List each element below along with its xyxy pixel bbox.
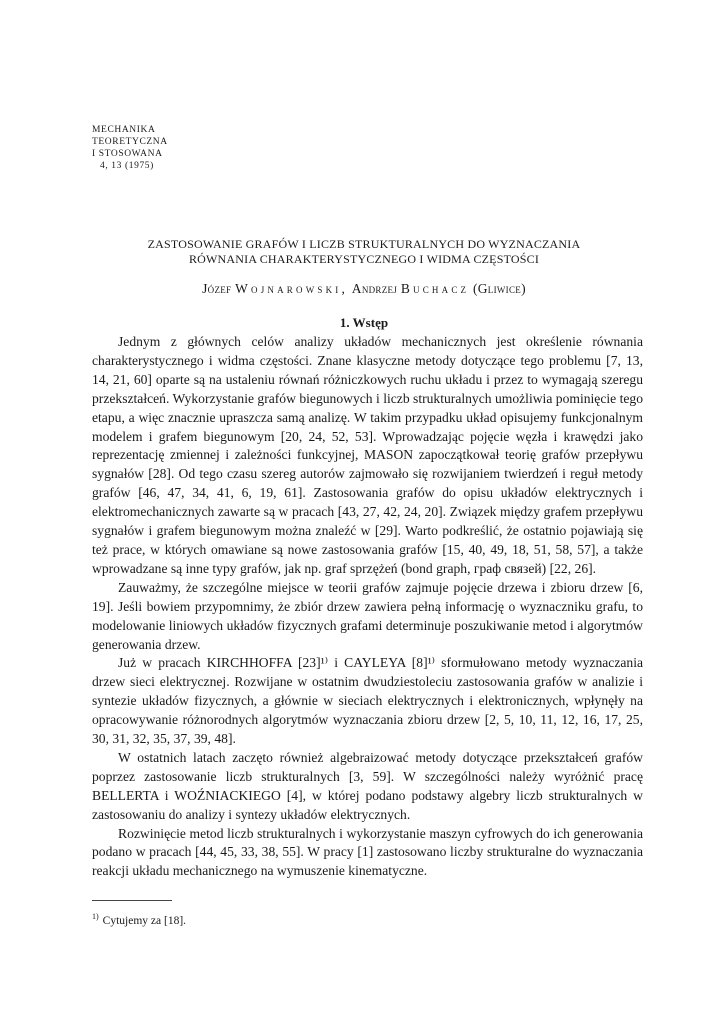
author1-last-name: Wojnarowski, [235,281,349,296]
author-affiliation: (Gliwice) [472,281,526,296]
journal-header [92,124,168,172]
paper-title-line2: RÓWNANIA CHARAKTERYSTYCZNEGO I WIDMA CZĘSTOŚCI [188,252,540,266]
paragraph-4: W ostatnich latach zaczęto również algebraizować metody dotyczące przekształceń grafów poprzez zastosowanie liczb strukturalnych [3, 59]. W szczególności należy wyróżnić pracę BELLERTA i WOŹNIACKIEGO [4], w której podano podstawy algebry liczb strukturalnych w zastosowaniu do analizy i syntezy układów elektrycznych. [92,749,643,822]
section-heading: 1. Wstęp [339,315,389,330]
paragraph-5: Rozwinięcie metod liczb strukturalnych i wykorzystanie maszyn cyfrowych do ich generowania podano w pracach [44, 45, 33, 38, 55]. W pracy [1] zastosowano liczby strukturalne do wyznaczania reakcji układu mechanicznego na wymuszenie kinematyczne. [92,825,643,879]
footnote-mark: 1) [92,912,99,921]
author1-first-name: Józef [202,281,232,296]
journal-volume: 4, 13 (1975) [100,161,154,171]
journal-name-line1: MECHANIKA [92,125,156,135]
footnote [92,912,186,927]
journal-name-line2: TEORETYCZNA [92,137,168,147]
paragraph-1: Jednym z głównych celów analizy układów mechanicznych jest określenie równania charakterystycznego i widma częstości. Znane klasyczne metody dotyczące tego problemu [7, 13, 14, 21, 60] oparte są na ustaleniu równań różniczkowych ruchu układu i przez to wymagają szeregu przekształceń. Wykorzystanie grafów biegunowych i liczb strukturalnych umożliwia pominięcie tego etapu, a więc znacznie upraszcza samą analizę. W takim przypadku układ opisujemy funkcjonalnym modelem i grafem biegunowym [20, 24, 52, 53]. Wprowadzając pojęcie węzła i krawędzi jako reprezentację zmiennej i zależności funkcyjnej, MASON zapoczątkował teorię grafów przepływu sygnałów [28]. Od tego czasu szereg autorów zajmowało się rozwijaniem twierdzeń i reguł metody grafów [46, 47, 34, 41, 6, 19, 61]. Zastosowania grafów do opisu układów elektrycznych i elektromechanicznych zawarte są w pracach [43, 27, 42, 24, 20]. Związek między grafem przepływu sygnałów i grafem biegunowym można znaleźć w [29]. Warto podkreślić, że ostatnio pojawiają się też prace, w których omawiane są nowe zastosowania grafów [15, 40, 49, 18, 51, 58, 57], a także wprowadzane są inne typy grafów, jak np. graf sprzężeń (bond graph, граф связей) [22, 26]. [92,334,643,576]
paper-title [80,237,648,267]
paragraph-3: Już w pracach KIRCHHOFFA [23]¹⁾ i CAYLEYA [8]¹⁾ sformułowano metody wyznaczania drzew sieci elektrycznej. Rozwijane w ostatnim dwudziestoleciu zastosowania grafów w analizie i syntezie układów fizycznych, a głównie w sieciach elektrycznych i elektronicznych, wpłynęły na opracowywanie różnorodnych algorytmów wyznaczania zbioru drzew [2, 5, 10, 11, 12, 16, 17, 25, 30, 31, 32, 35, 37, 39, 48]. [92,655,643,747]
footnote-text: Cytujemy za [18]. [102,914,187,927]
journal-name-line3: I STOSOWANA [92,149,163,159]
body-text [92,333,643,881]
author2-last-name: Buchacz [400,281,470,296]
paper-authors [80,281,648,297]
footnote-divider [92,900,172,901]
paper-title-line1: ZASTOSOWANIE GRAFÓW I LICZB STRUKTURALNYCH DO WYZNACZANIA [147,237,581,251]
author2-first-name: Andrzej [351,281,398,296]
paragraph-2: Zauważmy, że szczególne miejsce w teorii grafów zajmuje pojęcie drzewa i zbioru drzew [6, 19]. Jeśli bowiem przypomnimy, że zbiór drzew zawiera pełną informację o wyznaczniku grafu, to modelowanie liniowych układów fizycznych grafami determinuje poszukiwanie metod i algorytmów generowania drzew. [92,579,643,652]
